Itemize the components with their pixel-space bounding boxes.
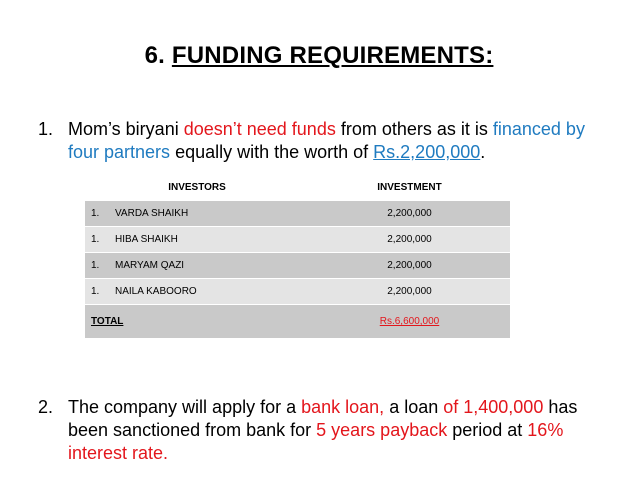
- total-label: TOTAL: [91, 316, 124, 327]
- total-value: Rs.6,600,000: [379, 316, 440, 327]
- row-index: 1.: [91, 234, 100, 245]
- point-2-text-1: The company will apply for a: [68, 397, 302, 417]
- table-row: [85, 253, 510, 279]
- investor-name: VARDA SHAIKH: [115, 208, 189, 219]
- table-row: [85, 227, 510, 253]
- page-title: [0, 42, 638, 70]
- title-number: 6.: [144, 42, 165, 69]
- title-text: FUNDING REQUIREMENTS:: [171, 42, 494, 69]
- header-investors: INVESTORS: [85, 174, 309, 201]
- point-2: [38, 396, 618, 465]
- table-row: [85, 279, 510, 305]
- investors-table: [85, 174, 510, 338]
- point-1-text-2: from others as it is: [335, 119, 493, 139]
- point-2-text-4: period at: [447, 420, 528, 440]
- investor-name: NAILA KABOORO: [115, 286, 197, 297]
- point-1-highlight-no-funds: doesn’t need funds: [183, 119, 336, 139]
- investment-amount: 2,200,000: [309, 253, 510, 279]
- point-1: [38, 118, 618, 164]
- point-2-highlight-payback: 5 years payback: [316, 420, 448, 440]
- point-1-highlight-worth: Rs.2,200,000: [373, 142, 481, 162]
- investor-name: HIBA SHAIKH: [115, 234, 178, 245]
- point-1-text-4: .: [480, 142, 486, 162]
- point-2-text-2: a loan: [384, 397, 444, 417]
- investor-name: MARYAM QAZI: [115, 260, 185, 271]
- table-row: [85, 201, 510, 227]
- point-1-number: 1.: [38, 119, 54, 139]
- point-2-highlight-amount: of 1,400,000: [443, 397, 544, 417]
- point-1-text-1: Mom’s biryani: [68, 119, 184, 139]
- table-header-row: [85, 174, 510, 201]
- header-investment: INVESTMENT: [309, 174, 510, 201]
- row-index: 1.: [91, 260, 100, 271]
- investment-amount: 2,200,000: [309, 279, 510, 305]
- point-2-highlight-bank-loan: bank loan,: [301, 397, 385, 417]
- point-1-highlight-partners: financed by four partners: [68, 119, 585, 162]
- row-index: 1.: [91, 286, 100, 297]
- point-2-number: 2.: [38, 397, 54, 417]
- investment-amount: 2,200,000: [309, 201, 510, 227]
- investment-amount: 2,200,000: [309, 227, 510, 253]
- table-total-row: [85, 305, 510, 339]
- point-2-text-3: has been sanctioned from bank for: [68, 397, 578, 440]
- point-1-text-3: equally with the worth of: [170, 142, 374, 162]
- point-2-highlight-interest: 16% interest rate.: [68, 420, 564, 463]
- row-index: 1.: [91, 208, 100, 219]
